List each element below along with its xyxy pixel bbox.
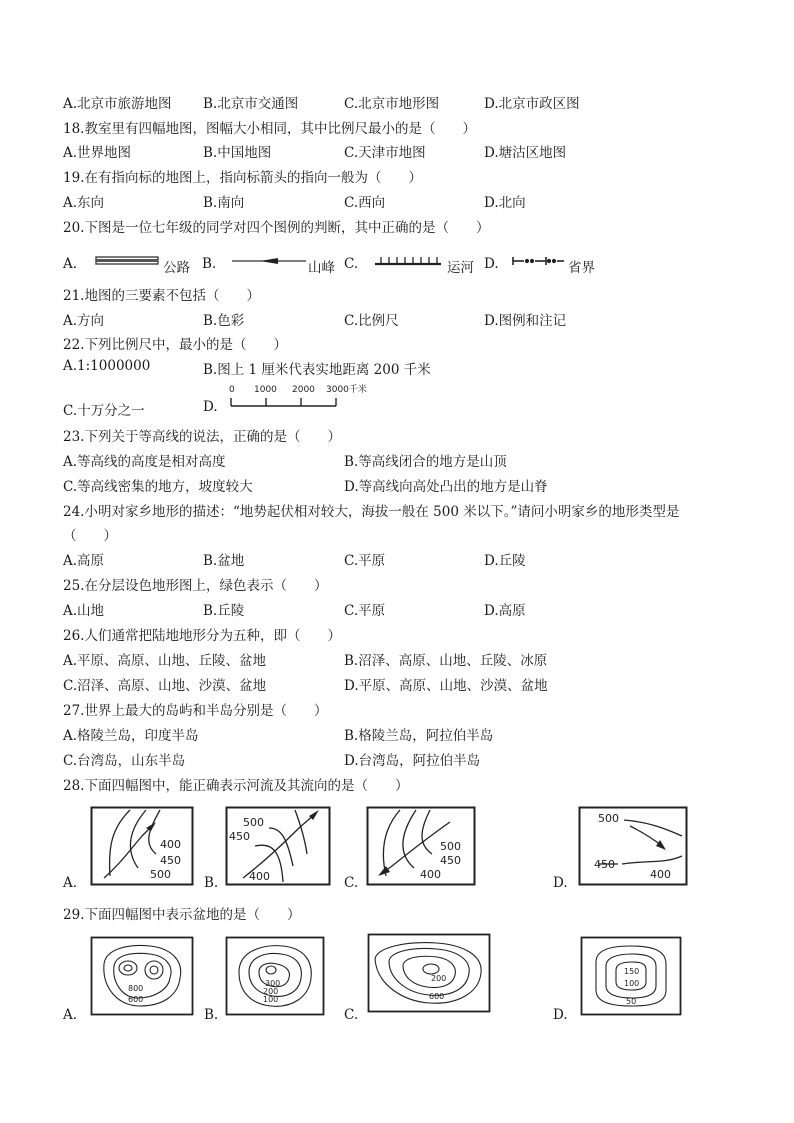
q21-option-d[interactable]: D.图例和注记 — [484, 313, 567, 329]
q17-option-a[interactable]: A.北京市旅游地图 — [63, 96, 172, 112]
q19-stem: 19.在有指向标的地图上，指向标箭头的指向一般为（ ） — [63, 170, 422, 186]
q25-option-a[interactable]: A.山地 — [63, 603, 105, 619]
q26-option-d[interactable]: D.平原、高原、山地、沙漠、盆地 — [344, 678, 548, 694]
q23-stem: 23.下列关于等高线的说法，正确的是（ ） — [63, 429, 341, 445]
q28a-label-450: 450 — [160, 854, 181, 867]
q22-options-ab — [63, 358, 763, 378]
q25-stem: 25.在分层设色地形图上，绿色表示（ ） — [63, 578, 328, 594]
q26-stem: 26.人们通常把陆地地形分为五种，即（ ） — [63, 628, 341, 644]
q20-label-province-border: 省界 — [568, 260, 595, 276]
q20-letter-b[interactable]: B. — [202, 256, 217, 272]
q28-letter-c[interactable]: C. — [344, 875, 359, 891]
q21-options — [63, 309, 763, 329]
q20-stem: 20.下图是一位七年级的同学对四个图例的判断，其中正确的是（ ） — [63, 220, 490, 236]
q27-stem: 27.世界上最大的岛屿和半岛分别是（ ） — [63, 703, 328, 719]
q23-option-b[interactable]: B.等高线闭合的地方是山顶 — [344, 454, 507, 470]
q24-option-d[interactable]: D.丘陵 — [484, 553, 526, 569]
q20-letter-d[interactable]: D. — [484, 256, 499, 272]
q19-option-c[interactable]: C.西向 — [344, 195, 386, 211]
q20-label-highway: 公路 — [163, 260, 190, 276]
q26-options-cd — [63, 674, 763, 694]
q17-option-d[interactable]: D.北京市政区图 — [484, 96, 580, 112]
q21-option-b[interactable]: B.色彩 — [203, 313, 245, 329]
q28b-label-500: 500 — [243, 816, 264, 829]
q26-option-c[interactable]: C.沼泽、高原、山地、沙漠、盆地 — [63, 678, 267, 694]
q19-option-a[interactable]: A.东向 — [63, 195, 105, 211]
q29a-label-600: 600 — [128, 995, 144, 1004]
q28-letter-d[interactable]: D. — [553, 875, 568, 891]
q25-option-b[interactable]: B.丘陵 — [203, 603, 245, 619]
q28d-label-450: 450 — [594, 858, 615, 871]
q25-options — [63, 599, 763, 619]
q28-map-a[interactable] — [90, 806, 194, 886]
q25-option-d[interactable]: D.高原 — [484, 603, 526, 619]
q24-stem: 24.小明对家乡地形的描述：“地势起伏相对较大，海拔一般在 500 米以下。”请问小明家乡的地形类型是 — [63, 504, 680, 520]
scale-tick-1000: 1000 — [254, 385, 277, 395]
scale-tick-0: 0 — [229, 385, 235, 395]
q28a-label-500: 500 — [150, 868, 171, 881]
q29a-label-800: 800 — [128, 984, 144, 993]
q29-map-b[interactable] — [225, 936, 325, 1016]
q24-option-b[interactable]: B.盆地 — [203, 553, 245, 569]
q18-option-b[interactable]: B.中国地图 — [203, 145, 272, 161]
q20-label-canal: 运河 — [447, 260, 474, 276]
q28d-label-500: 500 — [598, 812, 619, 825]
q28a-label-400: 400 — [160, 838, 181, 851]
q21-option-a[interactable]: A.方向 — [63, 313, 105, 329]
q28-map-d[interactable] — [578, 806, 688, 886]
q19-option-d[interactable]: D.北向 — [484, 195, 526, 211]
scale-bar-icon — [226, 382, 367, 412]
q27-option-d[interactable]: D.台湾岛，阿拉伯半岛 — [344, 753, 481, 769]
peak-legend-icon — [230, 252, 308, 272]
q20-legend-options — [63, 252, 763, 278]
q20-label-peak: 山峰 — [308, 260, 335, 276]
province-border-legend-icon — [510, 252, 566, 272]
q28d-label-400: 400 — [650, 868, 671, 881]
q23-option-a[interactable]: A.等高线的高度是相对高度 — [63, 454, 226, 470]
q27-options-ab — [63, 724, 763, 744]
q26-option-a[interactable]: A.平原、高原、山地、丘陵、盆地 — [63, 653, 267, 669]
q18-option-c[interactable]: C.天津市地图 — [344, 145, 426, 161]
q29-map-c[interactable] — [367, 933, 491, 1013]
q28c-label-450: 450 — [440, 854, 461, 867]
q24-stem-cont: （ ） — [63, 528, 117, 544]
q26-option-b[interactable]: B.沼泽、高原、山地、丘陵、冰原 — [344, 653, 548, 669]
q28b-label-450: 450 — [229, 830, 250, 843]
q29b-label-200: 200 — [263, 987, 279, 996]
q28-stem: 28.下面四幅图中，能正确表示河流及其流向的是（ ） — [63, 778, 409, 794]
q27-option-b[interactable]: B.格陵兰岛，阿拉伯半岛 — [344, 728, 494, 744]
q29b-label-100: 100 — [263, 995, 279, 1004]
q18-stem: 18.教室里有四幅地图，图幅大小相同，其中比例尺最小的是（ ） — [63, 121, 476, 137]
q26-options-ab — [63, 649, 763, 669]
q29-map-a[interactable] — [90, 936, 194, 1016]
q28-map-b[interactable] — [225, 806, 331, 886]
q24-option-a[interactable]: A.高原 — [63, 553, 105, 569]
q17-option-c[interactable]: C.北京市地形图 — [344, 96, 440, 112]
q17-options — [63, 92, 763, 112]
q28-map-c[interactable] — [366, 806, 476, 886]
q21-option-c[interactable]: C.比例尺 — [344, 313, 399, 329]
q17-option-b[interactable]: B.北京市交通图 — [203, 96, 299, 112]
q28-letter-a[interactable]: A. — [63, 875, 78, 891]
q22-options-cd — [63, 399, 763, 419]
q28c-label-400: 400 — [420, 868, 441, 881]
q24-option-c[interactable]: C.平原 — [344, 553, 386, 569]
q29-map-d[interactable] — [580, 936, 682, 1016]
q29d-label-100: 100 — [624, 979, 640, 988]
q19-options — [63, 191, 763, 211]
q23-options-cd — [63, 475, 763, 495]
scale-tick-2000: 2000 — [292, 385, 315, 395]
q23-option-c[interactable]: C.等高线密集的地方，坡度较大 — [63, 479, 253, 495]
q29-letter-a[interactable]: A. — [63, 1007, 78, 1023]
q29c-label-200: 200 — [431, 974, 447, 983]
q25-option-c[interactable]: C.平原 — [344, 603, 386, 619]
q18-option-d[interactable]: D.塘沽区地图 — [484, 145, 567, 161]
q22-option-b[interactable]: B.图上 1 厘米代表实地距离 200 千米 — [203, 362, 431, 378]
q27-options-cd — [63, 749, 763, 769]
canal-legend-icon — [373, 252, 443, 272]
q24-options — [63, 549, 763, 569]
q27-option-c[interactable]: C.台湾岛，山东半岛 — [63, 753, 186, 769]
q29c-label-600: 600 — [429, 992, 445, 1001]
scale-tick-3000: 3000千米 — [326, 385, 367, 395]
q23-option-d[interactable]: D.等高线向高处凸出的地方是山脊 — [344, 479, 548, 495]
highway-legend-icon — [95, 252, 161, 272]
q29d-label-50: 50 — [626, 997, 637, 1006]
q18-options — [63, 141, 763, 161]
q18-option-a[interactable]: A.世界地图 — [63, 145, 132, 161]
q21-stem: 21.地图的三要素不包括（ ） — [63, 288, 260, 304]
q28c-label-500: 500 — [440, 840, 461, 853]
q22-option-c[interactable]: C.十万分之一 — [63, 403, 145, 419]
q20-letter-a[interactable]: A. — [63, 256, 78, 272]
q27-option-a[interactable]: A.格陵兰岛，印度半岛 — [63, 728, 199, 744]
q29-letter-b[interactable]: B. — [204, 1007, 219, 1023]
q22-option-a[interactable]: A.1:1000000 — [63, 358, 151, 374]
q22-option-d[interactable]: D. — [203, 399, 218, 415]
q20-letter-c[interactable]: C. — [344, 256, 359, 272]
q22-stem: 22.下列比例尺中，最小的是（ ） — [63, 337, 287, 353]
q29-stem: 29.下面四幅图中表示盆地的是（ ） — [63, 907, 301, 923]
q28b-label-400: 400 — [249, 870, 270, 883]
q29-letter-c[interactable]: C. — [344, 1007, 359, 1023]
q29d-label-150: 150 — [624, 967, 640, 976]
q19-option-b[interactable]: B.南向 — [203, 195, 245, 211]
q29-letter-d[interactable]: D. — [553, 1007, 568, 1023]
q29b-label-300: 300 — [265, 979, 281, 988]
q23-options-ab — [63, 450, 763, 470]
q28-letter-b[interactable]: B. — [204, 875, 219, 891]
